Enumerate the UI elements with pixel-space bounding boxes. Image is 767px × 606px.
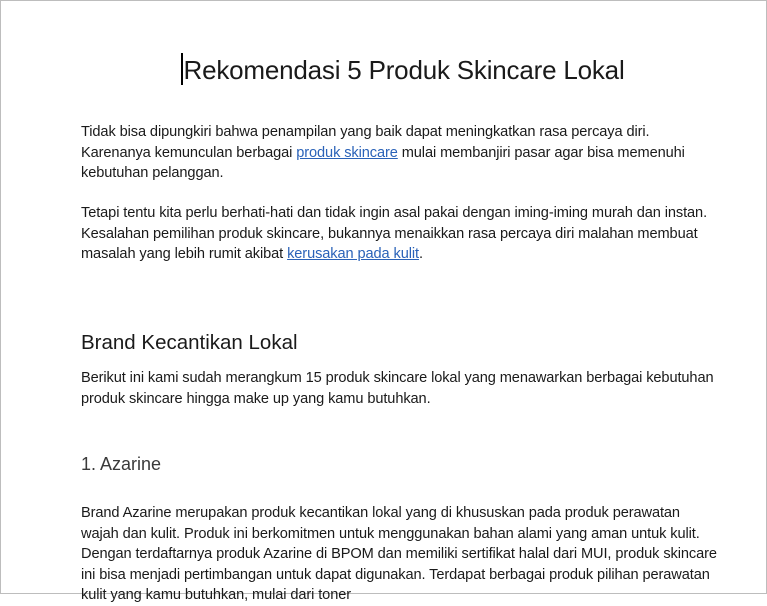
intro-text-before: Tidak bisa dipungkiri bahwa penampilan yang baik dapat meningkatkan rasa percaya diri. Karenanya kemunculan berbagai [81, 124, 650, 161]
intro-paragraph[interactable] [81, 122, 721, 184]
text-cursor [181, 53, 183, 85]
caution-text-before: Tetapi tentu kita perlu berhati-hati dan tidak ingin asal pakai dengan iming-iming murah dan instan. Kesalahan pemilihan produk skincare, bukannya menaikkan rasa percaya diri malahan membuat masalah yang lebih rumit akibat [81, 205, 708, 262]
caution-text-after: . [418, 246, 423, 262]
caution-paragraph[interactable] [81, 203, 721, 265]
intro-text-after: mulai membanjiri pasar agar bisa memenuhi kebutuhan pelanggan. [81, 144, 685, 181]
section-paragraph[interactable]: Berikut ini kami sudah merangkum 15 produk skincare lokal yang menawarkan berbagai kebutuhan produk skincare hingga make up yang kamu butuhkan. [81, 370, 714, 407]
produk-skincare-link[interactable]: produk skincare [296, 144, 398, 161]
title-line[interactable] [181, 53, 625, 86]
subsection-heading: 1. Azarine [81, 454, 162, 474]
azarine-paragraph[interactable]: Brand Azarine merupakan produk kecantikan lokal yang di khususkan pada produk perawatan wajah dan kulit. Produk ini berkomitmen untuk menggunakan bahan alami yang aman untuk kulit. Dengan terdaftarnya produk Azarine di BPOM dan memiliki sertifikat halal dari MUI, produk skincare ini bisa menjadi pertimbangan untuk dapat digunakan. Terdapat berbagai produk pilihan perawatan kulit yang kamu butuhkan, mulai dari toner [81, 505, 717, 603]
document-title[interactable]: Rekomendasi 5 Produk Skincare Lokal [183, 55, 625, 85]
kerusakan-kulit-link[interactable]: kerusakan pada kulit [287, 246, 419, 262]
section-heading: Brand Kecantikan Lokal [81, 331, 298, 354]
